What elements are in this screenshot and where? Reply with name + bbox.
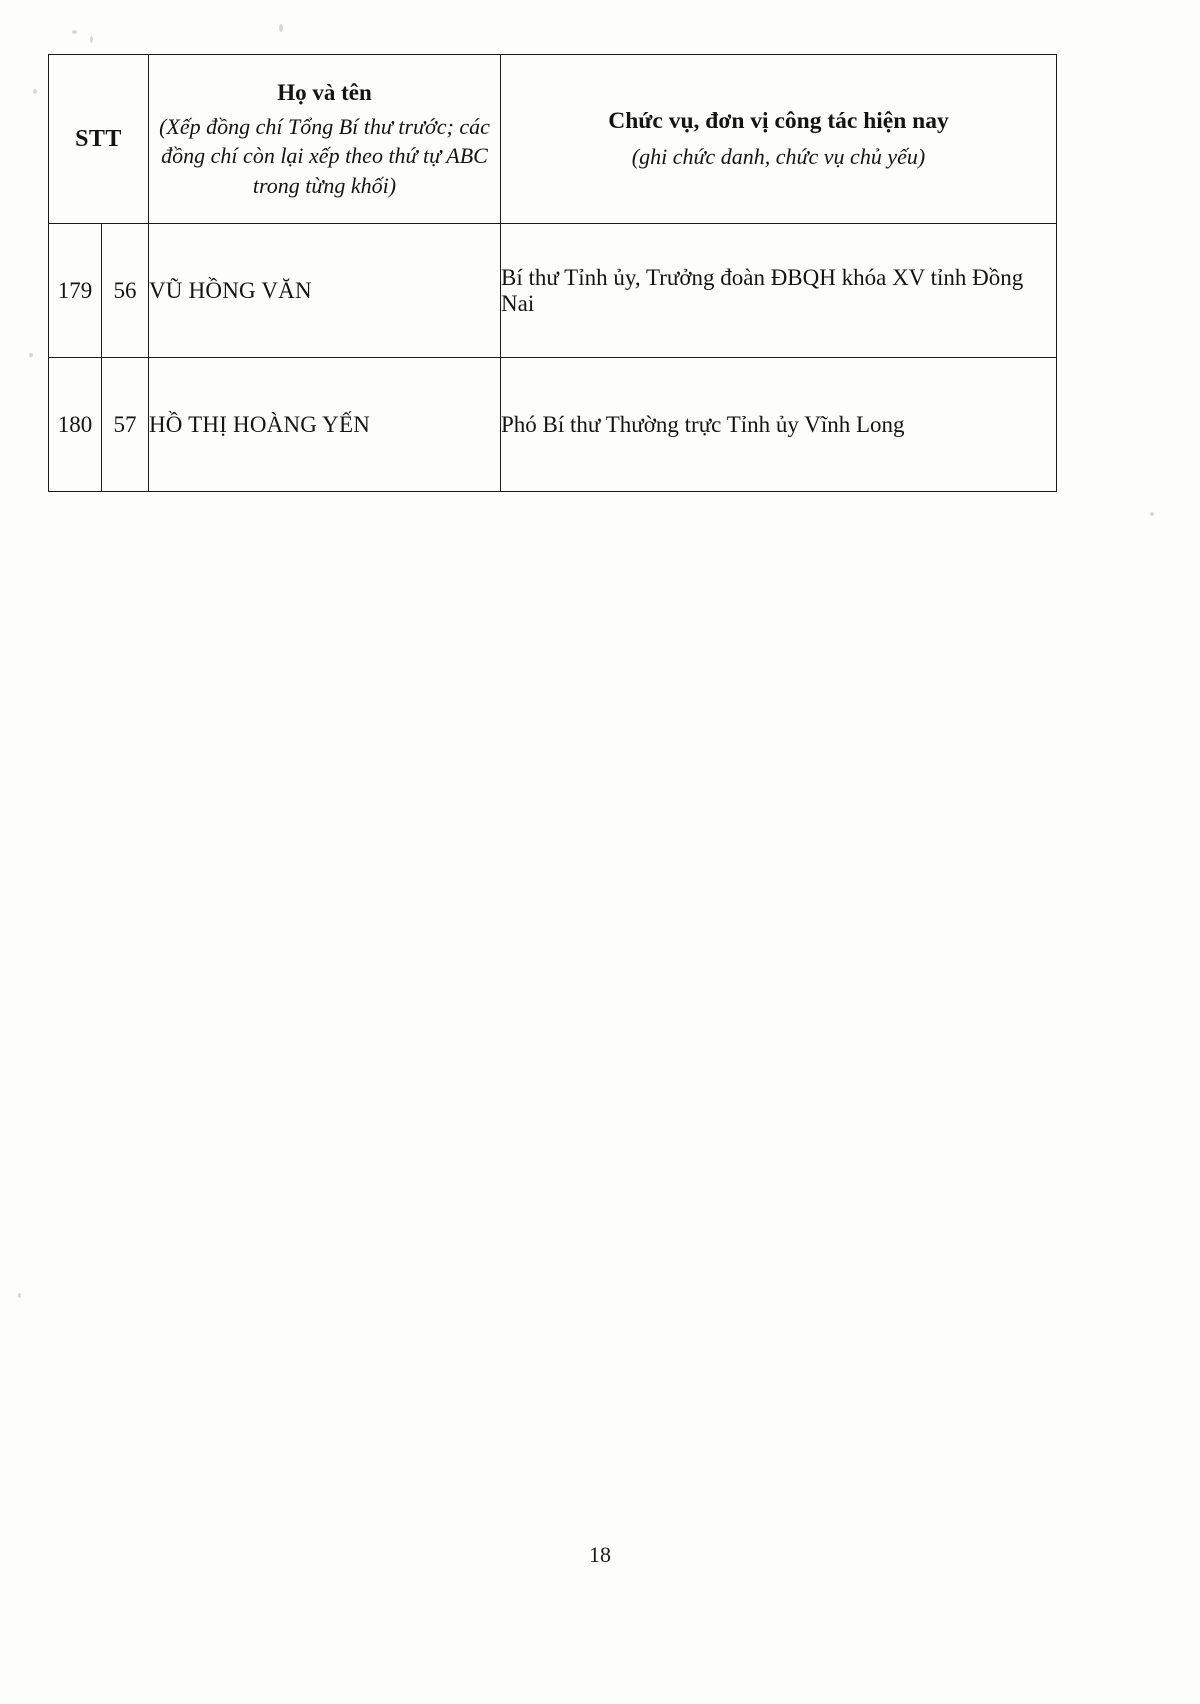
header-position-note: (ghi chức danh, chức vụ chủ yếu) (631, 144, 926, 170)
scan-speck (29, 353, 33, 357)
header-stt: STT (49, 55, 149, 224)
row-stt: 179 (49, 224, 102, 358)
row-name: VŨ HỒNG VĂN (149, 224, 501, 358)
row-name: HỒ THỊ HOÀNG YẾN (149, 358, 501, 492)
row-sub-index: 57 (102, 358, 149, 492)
scan-speck (18, 1293, 21, 1298)
header-name (149, 55, 501, 224)
personnel-table (48, 54, 1057, 492)
row-stt: 180 (49, 358, 102, 492)
scan-speck (72, 30, 77, 34)
row-position: Phó Bí thư Thường trực Tỉnh ủy Vĩnh Long (501, 358, 1057, 492)
scan-speck (279, 24, 283, 32)
table-row (49, 224, 1057, 358)
table-row (49, 358, 1057, 492)
table-header-row (49, 55, 1057, 224)
scan-speck (1150, 512, 1154, 516)
header-position (501, 55, 1057, 224)
page-number: 18 (589, 1542, 611, 1567)
header-name-title: Họ và tên (277, 79, 372, 105)
header-position-title: Chức vụ, đơn vị công tác hiện nay (608, 108, 949, 135)
row-position: Bí thư Tỉnh ủy, Trưởng đoàn ĐBQH khóa XV tỉnh Đồng Nai (501, 224, 1057, 358)
row-sub-index: 56 (102, 224, 149, 358)
scan-speck (90, 36, 93, 43)
header-name-note: (Xếp đồng chí Tổng Bí thư trước; các đồng chí còn lại xếp theo thứ tự ABC trong từng khối) (159, 113, 490, 198)
scan-speck (33, 89, 37, 94)
